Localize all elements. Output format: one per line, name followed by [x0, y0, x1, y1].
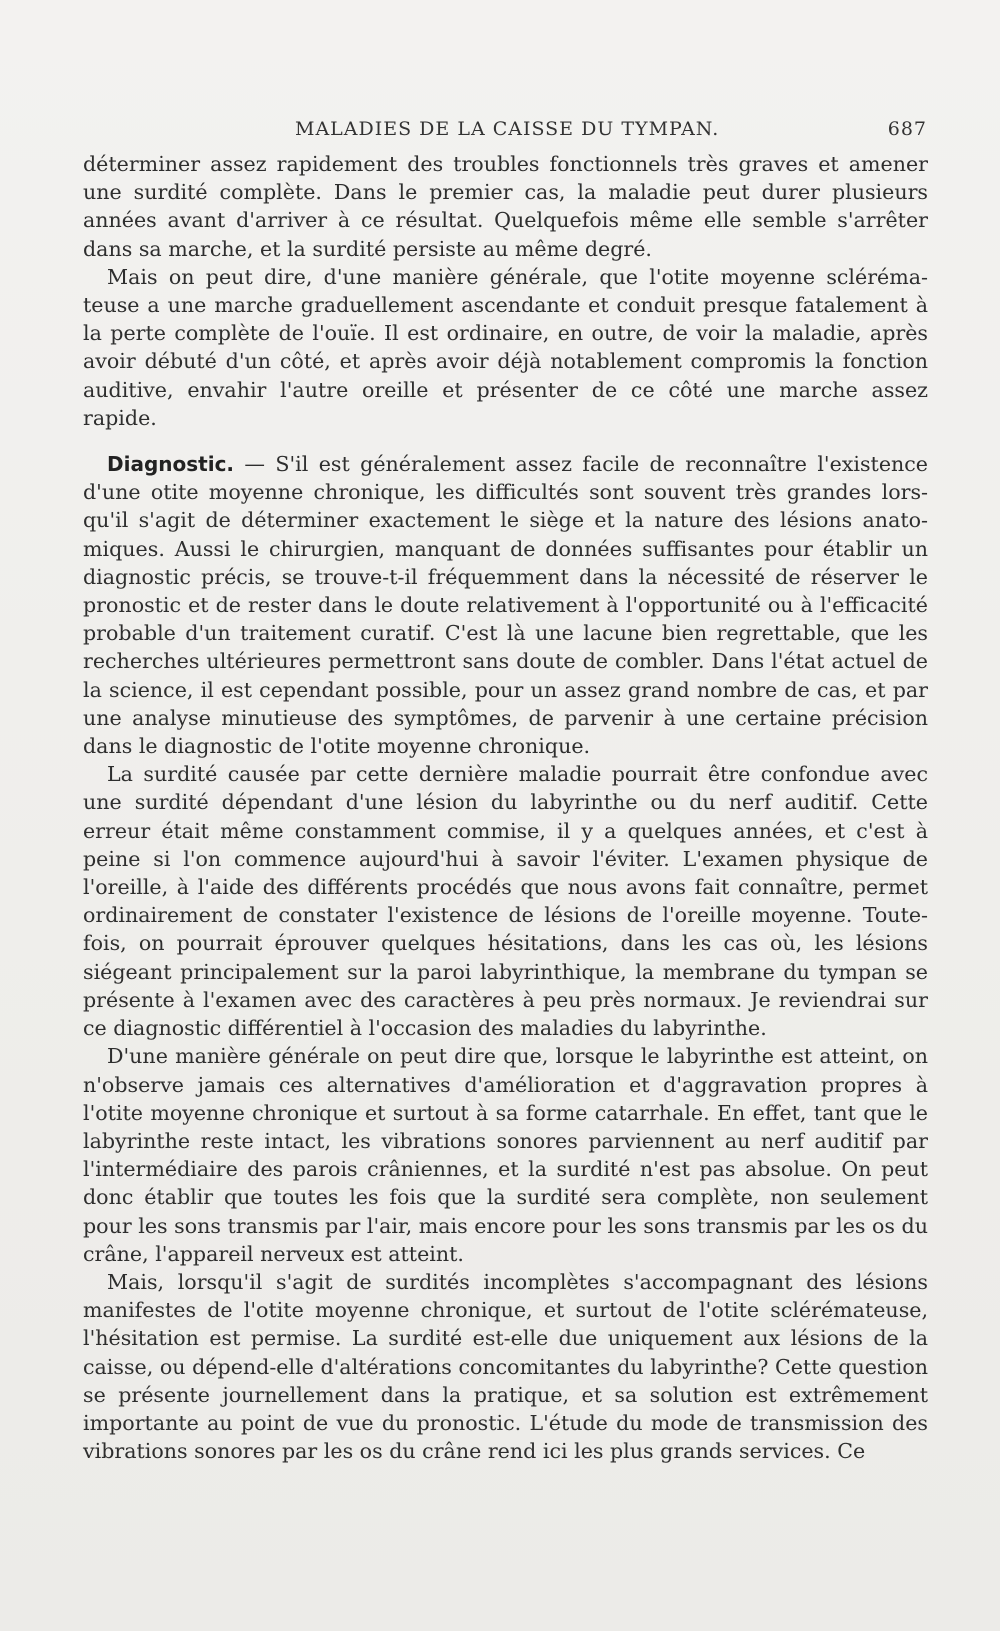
body-text: [83, 150, 928, 1465]
paragraph-diagnostic: [83, 450, 928, 760]
paragraph: Mais on peut dire, d'une manière générale, que l'otite moyenne sclérémateuse a une marche graduellement ascendante et conduit presque fatalement à la perte complète de l'ouïe. Il est ordinaire, en outre, de voir la maladie, après avoir débuté d'un côté, et après avoir déjà notablement compromis la fonction auditive, envahir l'autre oreille et présenter de ce côté une marche assez rapide.: [83, 264, 928, 430]
paragraph-text: — S'il est généralement assez facile de reconnaître l'existence d'une otite moyenne chronique, les difficultés sont souvent très grandes lorsqu'il s'agit de déterminer exactement le siège et la nature des lésions anatomiques. Aussi le chirurgien, manquant de données suffisantes pour établir un diagnostic précis, se trouve-t-il fréquemment dans la nécessité de réserver le pronostic et de rester dans le doute relativement à l'opportunité ou à l'efficacité probable d'un traitement curatif. C'est là une lacune bien regrettable, que les recherches ultérieures permettront sans doute de combler. Dans l'état actuel de la science, il est cependant possible, pour un assez grand nombre de cas, et par une analyse minutieuse des symptômes, de parvenir à une certaine précision dans le diagnostic de l'otite moyenne chronique.: [83, 452, 928, 759]
running-title: MALADIES DE LA CAISSE DU TYMPAN.: [295, 118, 720, 140]
paragraph-continued: déterminer assez rapidement des troubles fonctionnels très graves et amener une surdité complète. Dans le premier cas, la maladie peut durer plusieurs années avant d'arriver à ce résultat. Quelquefois même elle semble s'arrêter dans sa marche, et la surdité persiste au même degré.: [83, 152, 928, 261]
page-number: 687: [887, 118, 927, 140]
section-heading: Diagnostic.: [107, 452, 235, 477]
paragraph: Mais, lorsqu'il s'agit de surdités incomplètes s'accompagnant des lésions manifestes de l'otite moyenne chronique, et surtout de l'otite sclérémateuse, l'hésitation est permise. La surdité est-elle due uniquement aux lésions de la caisse, ou dépend-elle d'altérations concomitantes du labyrinthe? Cette question se présente journellement dans la pratique, et sa solution est extrêmement importante au point de vue du pronostic. L'étude du mode de transmission des vibrations sonores par les os du crâne rend ici les plus grands services. Ce: [83, 1269, 928, 1464]
paragraph: D'une manière générale on peut dire que, lorsque le labyrinthe est atteint, on n'observe jamais ces alternatives d'amélioration et d'aggravation propres à l'otite moyenne chronique et surtout à sa forme catarrhale. En effet, tant que le labyrinthe reste intact, les vibrations sonores parviennent au nerf auditif par l'intermédiaire des parois crâniennes, et la surdité n'est pas absolue. On peut donc établir que toutes les fois que la surdité sera complète, non seulement pour les sons transmis par l'air, mais encore pour les sons transmis par les os du crâne, l'appareil nerveux est atteint.: [83, 1044, 928, 1266]
paragraph: La surdité causée par cette dernière maladie pourrait être confondue avec une surdité dépendant d'une lésion du labyrinthe ou du nerf auditif. Cette erreur était même constamment commise, il y a quelques années, et c'est à peine si l'on commence aujourd'hui à savoir l'éviter. L'examen physique de l'oreille, à l'aide des différents procédés que nous avons fait connaître, permet ordinairement de constater l'existence de lésions de l'oreille moyenne. Toutefois, on pourrait éprouver quelques hésitations, dans les cas où, les lésions siégeant principalement sur la paroi labyrinthique, la membrane du tympan se présente à l'examen avec des caractères à peu près normaux. Je reviendrai sur ce diagnostic différentiel à l'occasion des maladies du labyrinthe.: [83, 762, 928, 1041]
page-header: [85, 118, 927, 148]
